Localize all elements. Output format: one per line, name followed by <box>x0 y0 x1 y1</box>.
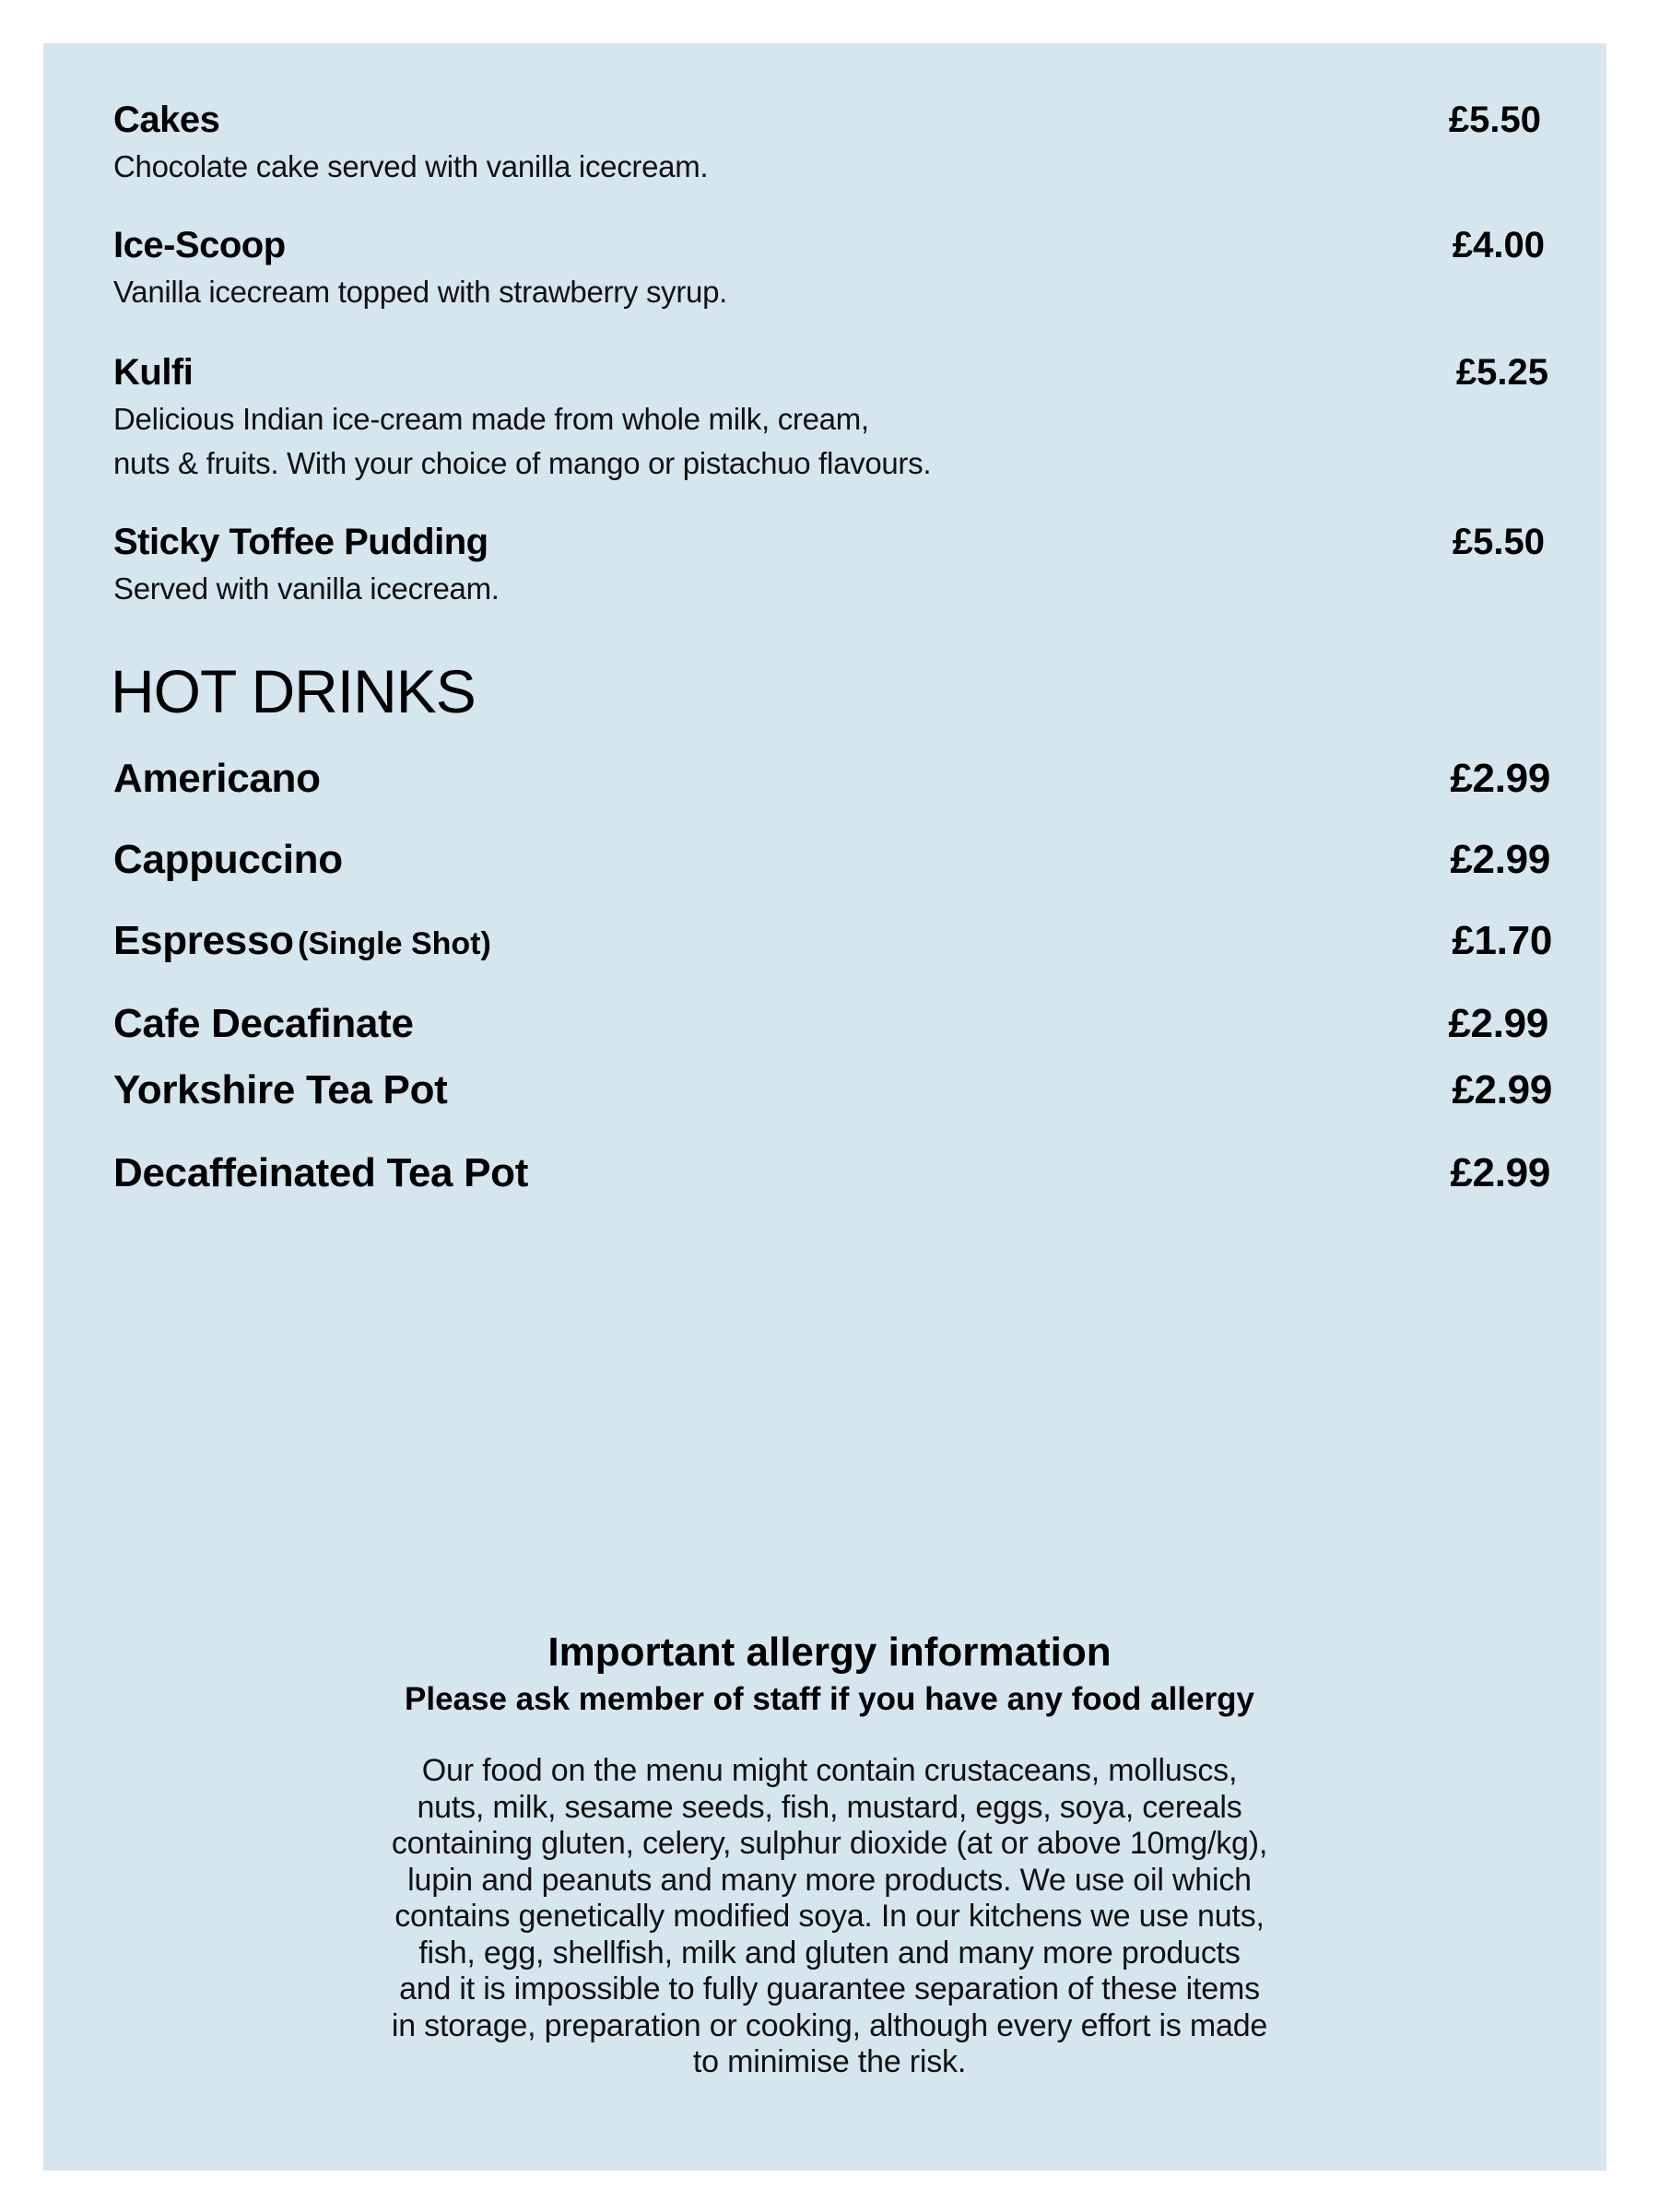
allergy-subtitle: Please ask member of staff if you have any food allergy <box>405 1681 1254 1717</box>
allergy-line: contains genetically modified soya. In our kitchens we use nuts, <box>394 1899 1265 1934</box>
allergy-line: containing gluten, celery, sulphur dioxide (at or above 10mg/kg), <box>391 1826 1268 1861</box>
drink-price-americano: £2.99 <box>1450 756 1550 801</box>
dessert-price-sticky-toffee-pudding: £5.50 <box>1452 522 1545 562</box>
drink-price-cappuccino: £2.99 <box>1450 837 1550 882</box>
drink-name-cafe-decafinate: Cafe Decafinate <box>113 1001 414 1046</box>
allergy-line: and it is impossible to fully guarantee separation of these items <box>399 1971 1260 2006</box>
dessert-desc-kulfi-line1: Delicious Indian ice-cream made from whole milk, cream, <box>113 402 869 436</box>
drink-name-espresso: Espresso <box>113 918 294 963</box>
dessert-name-sticky-toffee-pudding: Sticky Toffee Pudding <box>113 522 488 562</box>
allergy-line: fish, egg, shellfish, milk and gluten and many more products <box>418 1935 1241 1971</box>
drink-price-decaffeinated-tea-pot: £2.99 <box>1450 1150 1550 1195</box>
dessert-price-ice-scoop: £4.00 <box>1452 225 1545 265</box>
drink-name-decaffeinated-tea-pot: Decaffeinated Tea Pot <box>113 1150 529 1195</box>
dessert-desc-cakes: Chocolate cake served with vanilla icecream. <box>113 149 709 183</box>
drink-price-espresso: £1.70 <box>1452 918 1552 963</box>
allergy-line: in storage, preparation or cooking, although every effort is made <box>391 2007 1268 2043</box>
dessert-name-cakes: Cakes <box>113 100 220 140</box>
drink-price-cafe-decafinate: £2.99 <box>1448 1001 1548 1046</box>
dessert-desc-sticky-toffee-pudding: Served with vanilla icecream. <box>113 571 500 606</box>
allergy-body <box>0 1753 1659 2081</box>
drink-name-yorkshire-tea-pot: Yorkshire Tea Pot <box>113 1067 448 1112</box>
drink-row-espresso <box>113 918 491 964</box>
dessert-price-cakes: £5.50 <box>1448 100 1541 140</box>
allergy-line: nuts, milk, sesame seeds, fish, mustard, eggs, soya, cereals <box>417 1789 1242 1825</box>
dessert-name-ice-scoop: Ice-Scoop <box>113 225 286 265</box>
dessert-price-kulfi: £5.25 <box>1455 352 1548 393</box>
allergy-title: Important allergy information <box>547 1630 1112 1675</box>
allergy-line: lupin and peanuts and many more products. We use oil which <box>407 1862 1252 1898</box>
dessert-desc-ice-scoop: Vanilla icecream topped with strawberry syrup. <box>113 275 728 309</box>
drink-name-americano: Americano <box>113 756 321 801</box>
drink-note-espresso: (Single Shot) <box>298 926 491 961</box>
drink-price-yorkshire-tea-pot: £2.99 <box>1452 1067 1552 1112</box>
dessert-desc-kulfi-line2: nuts & fruits. With your choice of mango or pistachuo flavours. <box>113 446 932 480</box>
allergy-line: to minimise the risk. <box>692 2044 967 2079</box>
section-title-hot-drinks: HOT DRINKS <box>111 657 476 725</box>
drink-name-cappuccino: Cappuccino <box>113 837 343 882</box>
allergy-line: Our food on the menu might contain crustaceans, molluscs, <box>421 1753 1238 1788</box>
dessert-name-kulfi: Kulfi <box>113 352 194 393</box>
